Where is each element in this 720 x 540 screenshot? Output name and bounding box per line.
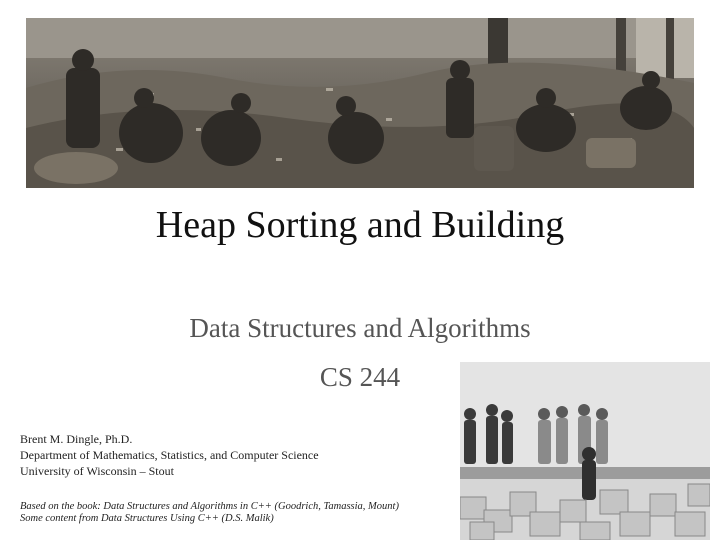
credits-line-book: Based on the book: Data Structures and Algorithms in C++ (Goodrich, Tamassia, Mount) — [20, 501, 399, 512]
author-block — [20, 431, 319, 479]
header-photo — [26, 18, 694, 188]
author-name: Brent M. Dingle, Ph.D. — [20, 432, 133, 446]
course-subtitle: Data Structures and Algorithms — [189, 313, 531, 343]
children-photo — [460, 362, 710, 540]
credits-block — [20, 501, 399, 525]
course-code: CS 244 — [319, 362, 401, 392]
slide-title: Heap Sorting and Building — [155, 204, 565, 246]
author-department: Department of Mathematics, Statistics, and Computer Science — [20, 448, 319, 462]
credits-line-source: Some content from Data Structures Using C++ (D.S. Malik) — [20, 513, 274, 524]
author-university: University of Wisconsin – Stout — [20, 464, 174, 478]
